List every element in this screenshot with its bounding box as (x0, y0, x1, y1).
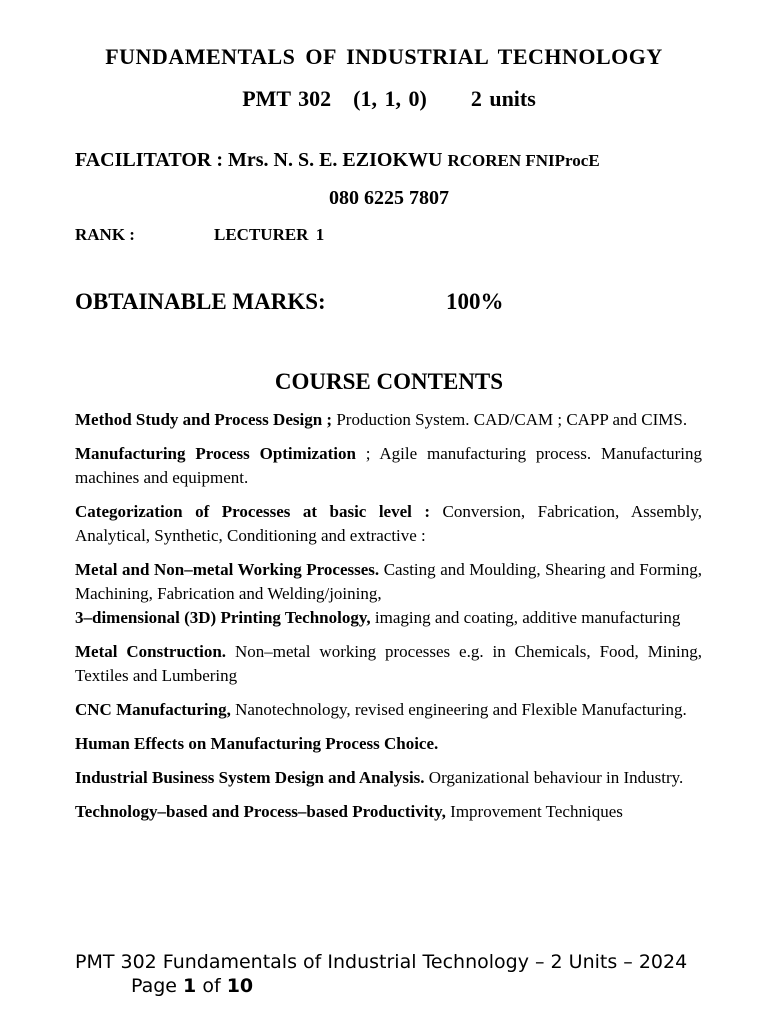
content-item (75, 800, 702, 824)
content-item-heading: Human Effects on Manufacturing Process Choice. (75, 734, 439, 753)
content-item-heading: 3–dimensional (3D) Printing Technology, (75, 608, 371, 627)
content-item-heading: CNC Manufacturing, (75, 700, 231, 719)
content-item (75, 640, 702, 688)
content-item-text: ; Agile manufacturing process. Manufacturing machines and equipment. (75, 444, 703, 487)
content-item-text: Nanotechnology, revised engineering and Flexible Manufacturing. (230, 700, 687, 719)
content-item-heading: Industrial Business System Design and Analysis. (75, 768, 425, 787)
facilitator-line (75, 149, 600, 172)
course-contents-list (75, 408, 702, 834)
content-item-heading: Technology–based and Process–based Productivity, (75, 802, 446, 821)
content-item-heading: Metal and Non–metal Working Processes. (75, 560, 380, 579)
content-item-text: Casting and Moulding, Shearing and Forming, Machining, Fabrication and Welding/joining, (75, 560, 703, 603)
course-code: PMT 302 (242, 86, 332, 111)
rank-line (75, 225, 325, 245)
obtainable-marks-line (75, 289, 504, 315)
content-item-text: Improvement Techniques (445, 802, 623, 821)
content-item-heading: Metal Construction. (75, 642, 227, 661)
footer-text: PMT 302 Fundamentals of Industrial Technology – 2 Units – 2024 (75, 951, 688, 973)
page-label: Page (131, 975, 177, 997)
course-units: 2 units (470, 86, 536, 111)
content-item (75, 698, 702, 722)
content-item-text: Non–metal working processes e.g. in Chemicals, Food, Mining, Textiles and Lumbering (75, 642, 703, 685)
course-code-line (0, 86, 768, 112)
credit-structure: (1, 1, 0) (353, 86, 427, 111)
content-item (75, 606, 702, 630)
facilitator-phone: 080 6225 7807 (329, 187, 449, 209)
content-item (75, 558, 702, 606)
content-item-text: Conversion, Fabrication, Assembly, Analytical, Synthetic, Conditioning and extractive : (75, 502, 703, 545)
content-item-text: Organizational behaviour in Industry. (424, 768, 684, 787)
content-item-heading: Method Study and Process Design ; (75, 410, 333, 429)
facilitator-name: FACILITATOR : Mrs. N. S. E. EZIOKWU (75, 149, 443, 171)
content-item-heading: Manufacturing Process Optimization (75, 444, 356, 463)
content-item (75, 408, 702, 432)
course-title: FUNDAMENTALS OF INDUSTRIAL TECHNOLOGY (105, 44, 663, 69)
page-number (131, 975, 253, 997)
marks-label: OBTAINABLE MARKS: (75, 289, 326, 314)
content-item (75, 442, 702, 490)
content-item (75, 766, 702, 790)
page-total: 10 (226, 975, 254, 997)
page-footer (75, 950, 715, 998)
page-of-label: of (202, 975, 221, 997)
facilitator-credentials: RCOREN FNIProcE (447, 151, 600, 170)
content-item-heading: Categorization of Processes at basic level : (75, 502, 431, 521)
marks-value: 100% (446, 289, 504, 314)
content-item (75, 500, 702, 548)
course-contents-heading: COURSE CONTENTS (274, 369, 504, 394)
page-current: 1 (183, 975, 197, 997)
rank-value: LECTURER 1 (214, 225, 325, 244)
content-item (75, 732, 702, 756)
rank-label: RANK : (75, 225, 135, 244)
content-item-text: Production System. CAD/CAM ; CAPP and CIMS. (332, 410, 688, 429)
content-item-text: imaging and coating, additive manufacturing (370, 608, 681, 627)
